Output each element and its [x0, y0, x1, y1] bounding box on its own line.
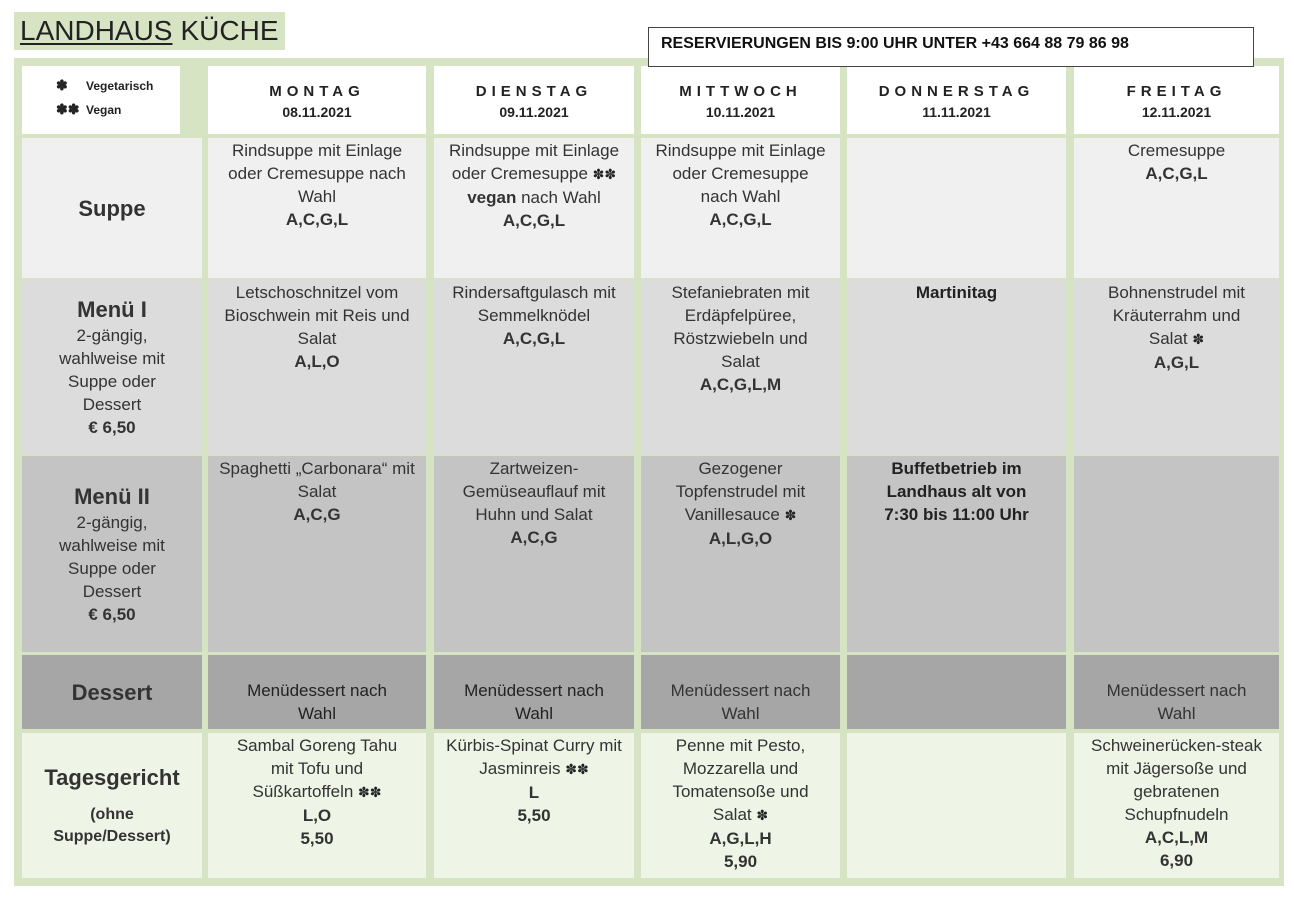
allergens: A,L,G,O — [708, 529, 773, 548]
day-name: DIENSTAG — [475, 83, 593, 100]
dish-text: Schweinerücken-steak mit Jägersoße und gebratenen Schupfnudeln — [1090, 736, 1263, 824]
logo — [14, 12, 285, 50]
dish-text-suffix: nach Wahl — [521, 188, 601, 207]
suppe-wednesday — [641, 138, 840, 278]
legend-vegetarian: Vegetarisch — [86, 79, 154, 93]
day-date: 09.11.2021 — [499, 104, 569, 120]
reservation-notice: RESERVIERUNGEN BIS 9:00 UHR UNTER +43 664 88 79 86 98 — [648, 27, 1254, 67]
allergens: A,C,G,L — [1145, 164, 1208, 183]
logo-part-1: LANDHAUS — [20, 15, 173, 46]
suppe-tuesday — [434, 138, 634, 278]
vegan-icon: ✽✽ — [56, 101, 80, 117]
dish-text: Penne mit Pesto, Mozzarella und Tomatensoße und Salat — [672, 736, 809, 824]
tagesgericht-wednesday — [641, 733, 840, 878]
suppe-monday — [208, 138, 426, 278]
allergens: A,G,L,H — [709, 829, 772, 848]
dessert-wednesday — [641, 655, 840, 729]
menu1-friday — [1074, 280, 1279, 454]
menu1-monday — [208, 280, 426, 454]
row-label-suppe — [22, 138, 202, 278]
weekly-menu-table — [14, 58, 1284, 886]
row-label-menu-1 — [22, 280, 202, 454]
row-title: Menü II — [74, 484, 150, 509]
dish-text: Rindsuppe mit Einlage oder Cremesuppe — [448, 141, 620, 183]
allergens: A,C,G,L — [285, 210, 349, 229]
row-price: € 6,50 — [88, 605, 136, 624]
menu1-wednesday — [641, 280, 840, 454]
vegetarian-icon: ✽ — [784, 507, 797, 523]
row-subtitle: (ohne Suppe/Dessert) — [53, 806, 171, 845]
day-name: FREITAG — [1126, 83, 1227, 100]
menu1-tuesday — [434, 280, 634, 454]
day-date: 12.11.2021 — [1141, 104, 1212, 120]
tagesgericht-friday — [1074, 733, 1279, 878]
menu2-monday — [208, 456, 426, 652]
row-description: 2-gängig, wahlweise mit Suppe oder Dessert — [59, 326, 165, 414]
menu2-wednesday — [641, 456, 840, 652]
day-header-monday — [208, 66, 426, 134]
dish-text: Letschoschnitzel vom Bioschwein mit Reis und Salat — [224, 283, 410, 348]
row-label-tagesgericht — [22, 733, 202, 878]
tagesgericht-tuesday — [434, 733, 634, 878]
dish-text: Gezogener Topfenstrudel mit Vanillesauce — [675, 459, 806, 524]
dessert-text: Menüdessert nach Wahl — [670, 681, 811, 723]
menu2-tuesday — [434, 456, 634, 652]
dish-text: Stefaniebraten mit Erdäpfelpüree, Röstzwiebeln und Salat — [671, 283, 810, 371]
legend-vegan: Vegan — [86, 103, 122, 117]
suppe-friday — [1074, 138, 1279, 278]
menu1-thursday — [847, 280, 1066, 454]
row-title: Suppe — [78, 195, 146, 221]
vegan-icon: ✽✽ — [358, 784, 382, 800]
vegetarian-icon: ✽ — [1192, 331, 1205, 347]
dish-price: 6,90 — [1159, 851, 1194, 870]
dish-text: Rindersaftgulasch mit Semmelknödel — [452, 283, 616, 325]
vegetarian-icon: ✽ — [756, 807, 769, 823]
allergens: A,C,G,L,M — [699, 375, 782, 394]
dessert-friday — [1074, 655, 1279, 729]
dish-text: Rindsuppe mit Einlage oder Cremesuppe nach Wahl — [655, 141, 826, 206]
day-name: MITTWOCH — [679, 83, 802, 100]
dessert-thursday — [847, 655, 1066, 729]
row-description: 2-gängig, wahlweise mit Suppe oder Dessert — [59, 513, 165, 601]
allergens: L,O — [302, 806, 332, 825]
suppe-thursday — [847, 138, 1066, 278]
allergens: A,C,G,L — [709, 210, 772, 229]
dish-text: Spaghetti „Carbonara“ mit Salat — [219, 459, 415, 501]
dish-text: Cremesuppe — [1127, 141, 1226, 160]
dessert-tuesday — [434, 655, 634, 729]
tagesgericht-monday — [208, 733, 426, 878]
allergens: A,L,O — [294, 352, 340, 371]
vegan-icon: ✽✽ — [565, 761, 589, 777]
dish-text: Sambal Goreng Tahu mit Tofu und Süßkartoffeln — [236, 736, 398, 801]
day-date: 08.11.2021 — [282, 104, 352, 120]
buffet-notice: Buffetbetrieb im Landhaus alt von 7:30 bis 11:00 Uhr — [884, 459, 1029, 524]
dessert-text: Menüdessert nach Wahl — [1106, 681, 1247, 723]
dish-price: 5,90 — [723, 852, 758, 871]
allergens: A,C,L,M — [1144, 828, 1209, 847]
dish-vegan-tag: vegan — [467, 188, 517, 207]
allergens: L — [528, 783, 540, 802]
allergens: A,C,G — [293, 505, 341, 524]
day-header-friday — [1074, 66, 1279, 134]
day-header-tuesday — [434, 66, 634, 134]
day-header-thursday — [847, 66, 1066, 134]
allergens: A,C,G — [510, 528, 558, 547]
holiday-label: Martinitag — [915, 283, 998, 302]
row-title: Dessert — [71, 679, 153, 705]
dish-price: 5,50 — [300, 829, 334, 848]
allergens: A,C,G,L — [502, 211, 566, 230]
allergens: A,C,G,L — [502, 329, 566, 348]
row-title: Menü I — [77, 297, 147, 322]
dish-text: Zartweizen-Gemüseauflauf mit Huhn und Salat — [462, 459, 606, 524]
tagesgericht-thursday — [847, 733, 1066, 878]
dessert-text: Menüdessert nach Wahl — [464, 681, 604, 723]
dish-text: Rindsuppe mit Einlage oder Cremesuppe nach Wahl — [228, 141, 406, 206]
logo-part-2: KÜCHE — [180, 15, 279, 46]
day-name: MONTAG — [269, 83, 365, 100]
allergens: A,G,L — [1153, 353, 1200, 372]
day-date: 11.11.2021 — [922, 104, 991, 120]
day-name: DONNERSTAG — [878, 83, 1035, 100]
menu2-thursday — [847, 456, 1066, 652]
menu2-friday — [1074, 456, 1279, 652]
row-title: Tagesgericht — [44, 765, 180, 790]
dessert-text: Menüdessert nach Wahl — [247, 681, 387, 723]
vegetarian-icon: ✽ — [56, 77, 68, 93]
row-label-menu-2 — [22, 456, 202, 652]
vegan-icon: ✽✽ — [592, 166, 617, 182]
dessert-monday — [208, 655, 426, 729]
dish-text: Kürbis-Spinat Curry mit Jasminreis — [446, 736, 622, 778]
row-price: € 6,50 — [88, 418, 136, 437]
legend — [22, 66, 180, 134]
row-label-dessert — [22, 655, 202, 729]
day-header-wednesday — [641, 66, 840, 134]
day-date: 10.11.2021 — [705, 104, 776, 120]
dish-text: Bohnenstrudel mit Kräuterrahm und Salat — [1107, 283, 1246, 348]
dish-price: 5,50 — [517, 806, 551, 825]
